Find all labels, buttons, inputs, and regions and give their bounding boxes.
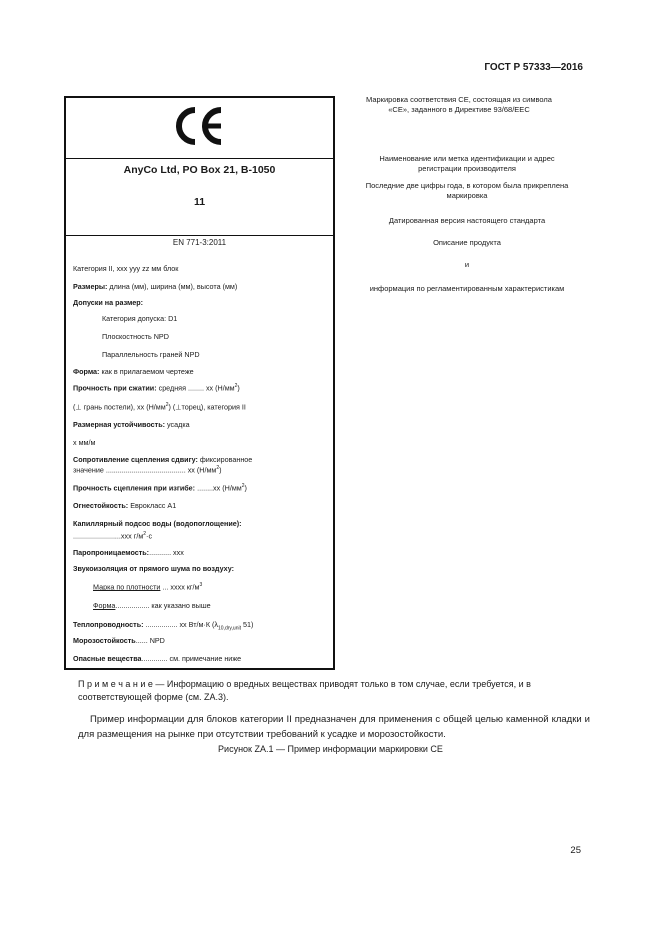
bond-value: значение ........................................ хх $(Н/мм^2)$ <box>73 465 222 475</box>
and-text: и <box>464 260 470 269</box>
bond-line: Сопротивление сцепления сдвигу: фиксированное <box>73 455 253 464</box>
figure-caption: Рисунок ZA.1 — Пример информации маркировки CE <box>218 744 443 754</box>
shape-line: Форма: как в прилагаемом чертеже <box>73 367 194 376</box>
strength-line-2: (⊥ грань постели), хх $(Н/мм^2)$ (⊥торец), категория II <box>73 402 246 412</box>
manufacturer-description: Наименование или метка идентификации и адрес регистрации производителя <box>379 154 555 173</box>
info-description: информация по регламентированным характеристикам <box>369 284 565 293</box>
page-number: 25 <box>570 845 581 856</box>
sound-label: Звукоизоляция от прямого шума по воздуху: <box>73 564 235 573</box>
water-value: ........................ххх $г/м^2\cdot с$ <box>73 531 153 541</box>
form-line: Форма................. как указано выше <box>93 601 211 610</box>
year-description: Последние две цифры года, в котором была прикреплена маркировка <box>365 181 569 200</box>
vapour-line: Паропроницаемость:........... ххх <box>73 548 184 557</box>
water-label: Капиллярный подсос воды (водопоглощение): <box>73 519 242 528</box>
body-paragraph: Пример информации для блоков категории II предназначен для применения с общей целью каменной кладки и для размещения на рынке при отсутствии требований к усадке и морозостойкости. <box>78 714 590 740</box>
frost-line: Морозостойкость...... NPD <box>73 636 165 645</box>
ce-row <box>66 98 333 159</box>
product-description: Описание продукта <box>433 238 501 247</box>
density-line: Марка по плотности ... хххх $кг/м^3$ <box>93 582 203 592</box>
flex-line: Прочность сцепления при изгибе: ........хх $(Н/мм^2)$ <box>73 483 247 493</box>
document-header: ГОСТ Р 57333—2016 <box>484 62 583 73</box>
tolerances-label: Допуски на размер: <box>73 298 144 307</box>
dimstab-line: Размерная устойчивость: усадка <box>73 420 190 429</box>
ce-marking-box <box>64 96 335 670</box>
ce-logo-icon <box>173 106 227 146</box>
category-line: Категория II, ххх ууу zz мм блок <box>73 264 179 273</box>
marking-year: 11 <box>193 196 206 208</box>
flatness-line: Плоскостность NPD <box>102 332 169 341</box>
standard-description: Датированная версия настоящего стандарта <box>388 216 546 225</box>
parallelism-line: Параллельность граней NPD <box>102 350 200 359</box>
hazard-line: Опасные вещества............. см. примечание ниже <box>73 654 242 663</box>
dimstab-value: х мм/м <box>73 438 96 447</box>
manufacturer-id: AnyCo Ltd, PO Box 21, B-1050 <box>123 164 276 176</box>
standard-ref: EN 771-3:2011 <box>172 238 227 247</box>
ce-description: Маркировка соответствия CE, состоящая из символа «CE», заданного в Директиве 93/68/EEC <box>366 95 552 114</box>
dimensions-line: Размеры: длина (мм), ширина (мм), высота (мм) <box>73 282 238 291</box>
strength-line: Прочность при сжатии: средняя ........ хх $(Н/мм^2)$ <box>73 383 240 393</box>
thermal-line: Теплопроводность: ................ хх Вт/м·К ($\lambda_{10,dry,unit}$ 51) <box>73 620 254 632</box>
fire-line: Огнестойкость: Еврокласс А1 <box>73 501 177 510</box>
note: П р и м е ч а н и е — Информацию о вредных веществах приводят только в том случае, если требуется, и в соответствующей форме (см. ZA.3). <box>78 679 531 702</box>
tolerance-category: Категория допуска: D1 <box>102 314 178 323</box>
